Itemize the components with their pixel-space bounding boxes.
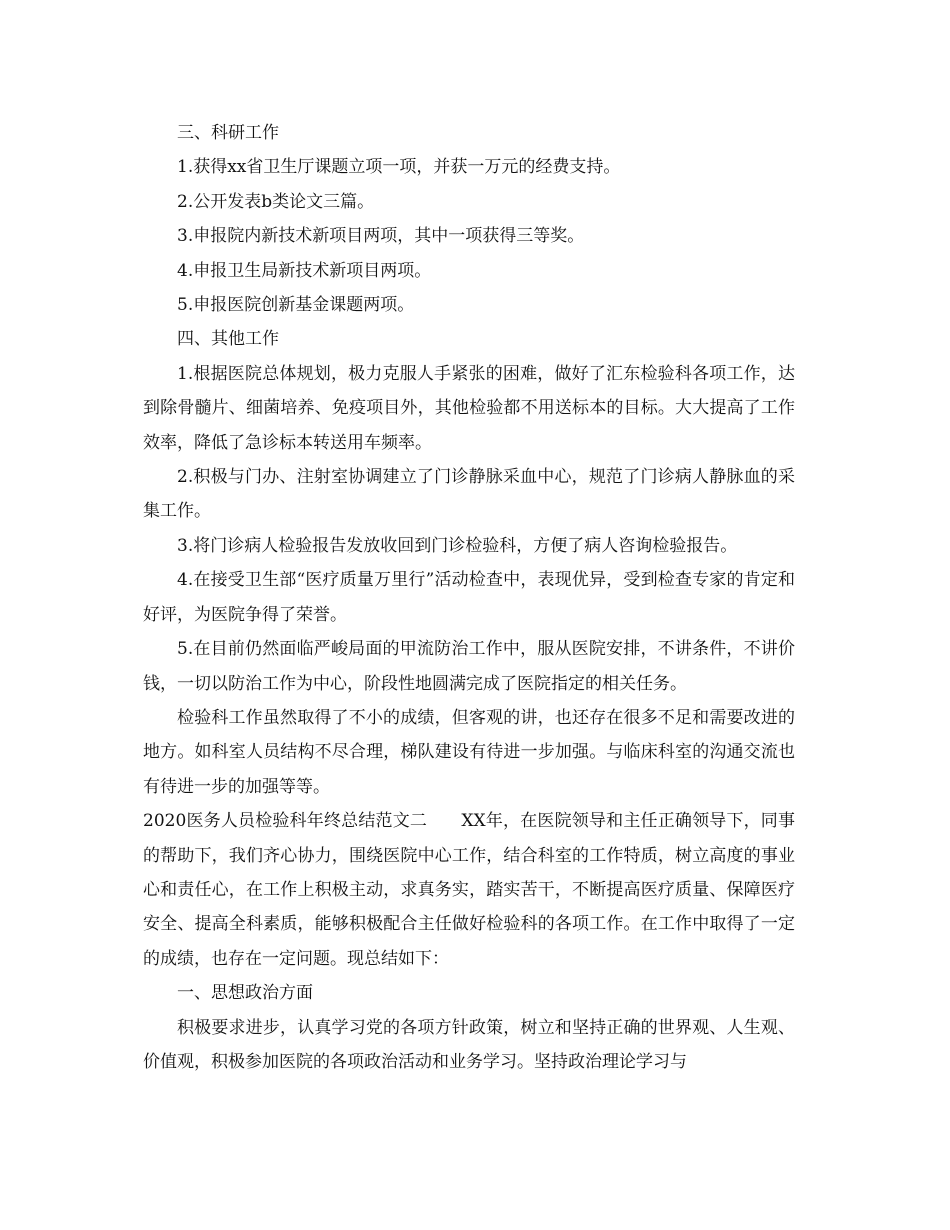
list-item: 1.获得xx省卫生厅课题立项一项，并获一万元的经费支持。: [177, 157, 621, 178]
list-item: 4.在接受卫生部“医疗质量万里行”活动检查中，表现优异，受到检查专家的肯定和好评，为医院争得了荣誉。: [143, 570, 795, 625]
list-item: 1.根据医院总体规划，极力克服人手紧张的困难，做好了汇东检验科各项工作，达到除骨髓片、细菌培养、免疫项目外，其他检验都不用送标本的目标。大大提高了工作效率，降低了急诊标本转送用车频率。: [143, 363, 795, 453]
list-item: 3.申报院内新技术新项目两项，其中一项获得三等奖。: [177, 226, 585, 247]
list-item: 4.申报卫生局新技术新项目两项。: [177, 260, 432, 281]
document-body: [143, 116, 795, 1079]
body-paragraph: 积极要求进步，认真学习党的各项方针政策，树立和坚持正确的世界观、人生观、价值观，积极参加医院的各项政治活动和业务学习。坚持政治理论学习与: [143, 1017, 795, 1072]
list-item: 2.公开发表b类论文三篇。: [177, 191, 375, 212]
section-heading-research: 三、科研工作: [177, 123, 279, 143]
section-heading-politics: 一、思想政治方面: [177, 983, 313, 1004]
article-two-intro: 2020医务人员检验科年终总结范文二 XX年，在医院领导和主任正确领导下，同事的帮助下，我们齐心协力，围绕医院中心工作，结合科室的工作特质，树立高度的事业心和责任心，在工作上积极主动，求真务实，踏实苦干，不断提高医疗质量、保障医疗安全、提高全科素质，能够积极配合主任做好检验科的各项工作。在工作中取得了一定的成绩，也存在一定问题。现总结如下：: [143, 811, 795, 969]
list-item: 5.申报医院创新基金课题两项。: [177, 295, 415, 316]
list-item: 3.将门诊病人检验报告发放收回到门诊检验科，方便了病人咨询检验报告。: [177, 535, 738, 556]
body-paragraph: 检验科工作虽然取得了不小的成绩，但客观的讲，也还存在很多不足和需要改进的地方。如科室人员结构不尽合理，梯队建设有待进一步加强。与临床科室的沟通交流也有待进一步的加强等等。: [143, 707, 795, 797]
section-heading-other: 四、其他工作: [177, 329, 279, 350]
list-item: 5.在目前仍然面临严峻局面的甲流防治工作中，服从医院安排，不讲条件，不讲价钱，一切以防治工作为中心，阶段性地圆满完成了医院指定的相关任务。: [143, 639, 795, 694]
list-item: 2.积极与门办、注射室协调建立了门诊静脉采血中心，规范了门诊病人静脉血的采集工作。: [143, 467, 795, 522]
